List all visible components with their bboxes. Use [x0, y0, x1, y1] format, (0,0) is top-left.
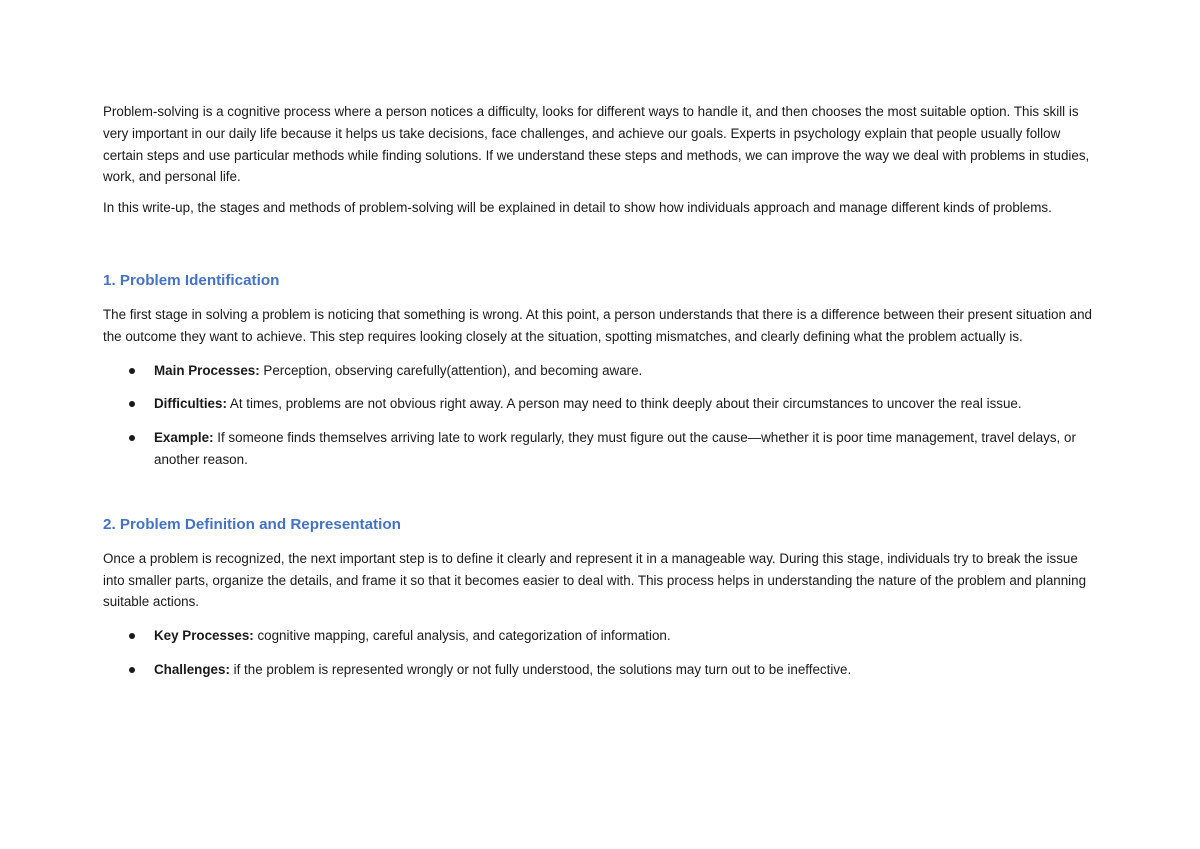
section-body: The first stage in solving a problem is noticing that something is wrong. At this point, a person understands that there is a difference between their present situation and the outcome they want to achieve. This step requires looking closely at the situation, spotting mismatches, and clearly defining what the problem actually is. — [103, 306, 1092, 344]
bullet-text: At times, problems are not obvious right away. A person may need to think deeply about their circumstances to uncover the real issue. — [226, 396, 1022, 412]
document-page — [103, 101, 1103, 693]
section-heading: 2. Problem Definition and Representation — [103, 515, 401, 533]
list-item — [103, 659, 1103, 681]
section-heading: 1. Problem Identification — [103, 271, 280, 289]
bullet-term: Difficulties: — [154, 396, 227, 412]
bullet-icon — [129, 435, 135, 441]
bullet-text: if the problem is represented wrongly or not fully understood, the solutions may turn out to be ineffective. — [229, 661, 852, 677]
intro-paragraph: Problem-solving is a cognitive process where a person notices a difficulty, looks for different ways to handle it, and then chooses the most suitable option. This skill is very important in our daily life because it helps us take decisions, face challenges, and achieve our goals. Experts in psychology explain that people usually follow certain steps and use particular methods while finding solutions. If we understand these steps and methods, we can improve the way we deal with problems in studies, work, and personal life. — [103, 104, 1090, 185]
list-item — [103, 427, 1103, 471]
bullet-text: If someone finds themselves arriving late to work regularly, they must figure out the cause—whether it is poor time management, travel delays, or another reason. — [154, 430, 1076, 467]
list-item — [103, 360, 1103, 382]
list-item — [103, 393, 1103, 415]
bullet-text: Perception, observing carefully(attention), and becoming aware. — [259, 362, 643, 378]
bullet-term: Challenges: — [154, 661, 230, 677]
intro-paragraph: In this write-up, the stages and methods of problem-solving will be explained in detail to show how individuals approach and manage different kinds of problems. — [103, 200, 1052, 216]
bullet-list — [103, 360, 1103, 471]
bullet-icon — [129, 401, 135, 407]
list-item — [103, 625, 1103, 647]
bullet-term: Main Processes: — [154, 362, 260, 378]
bullet-text: cognitive mapping, careful analysis, and categorization of information. — [253, 628, 671, 644]
bullet-list — [103, 625, 1103, 681]
bullet-term: Key Processes: — [154, 628, 254, 644]
bullet-icon — [129, 368, 135, 374]
bullet-term: Example: — [154, 430, 214, 446]
bullet-icon — [129, 667, 135, 673]
bullet-icon — [129, 633, 135, 639]
section-body: Once a problem is recognized, the next important step is to define it clearly and represent it in a manageable way. During this stage, individuals try to break the issue into smaller parts, organize the details, and frame it so that it becomes easier to deal with. This process helps in understanding the nature of the problem and planning suitable actions. — [103, 550, 1087, 610]
